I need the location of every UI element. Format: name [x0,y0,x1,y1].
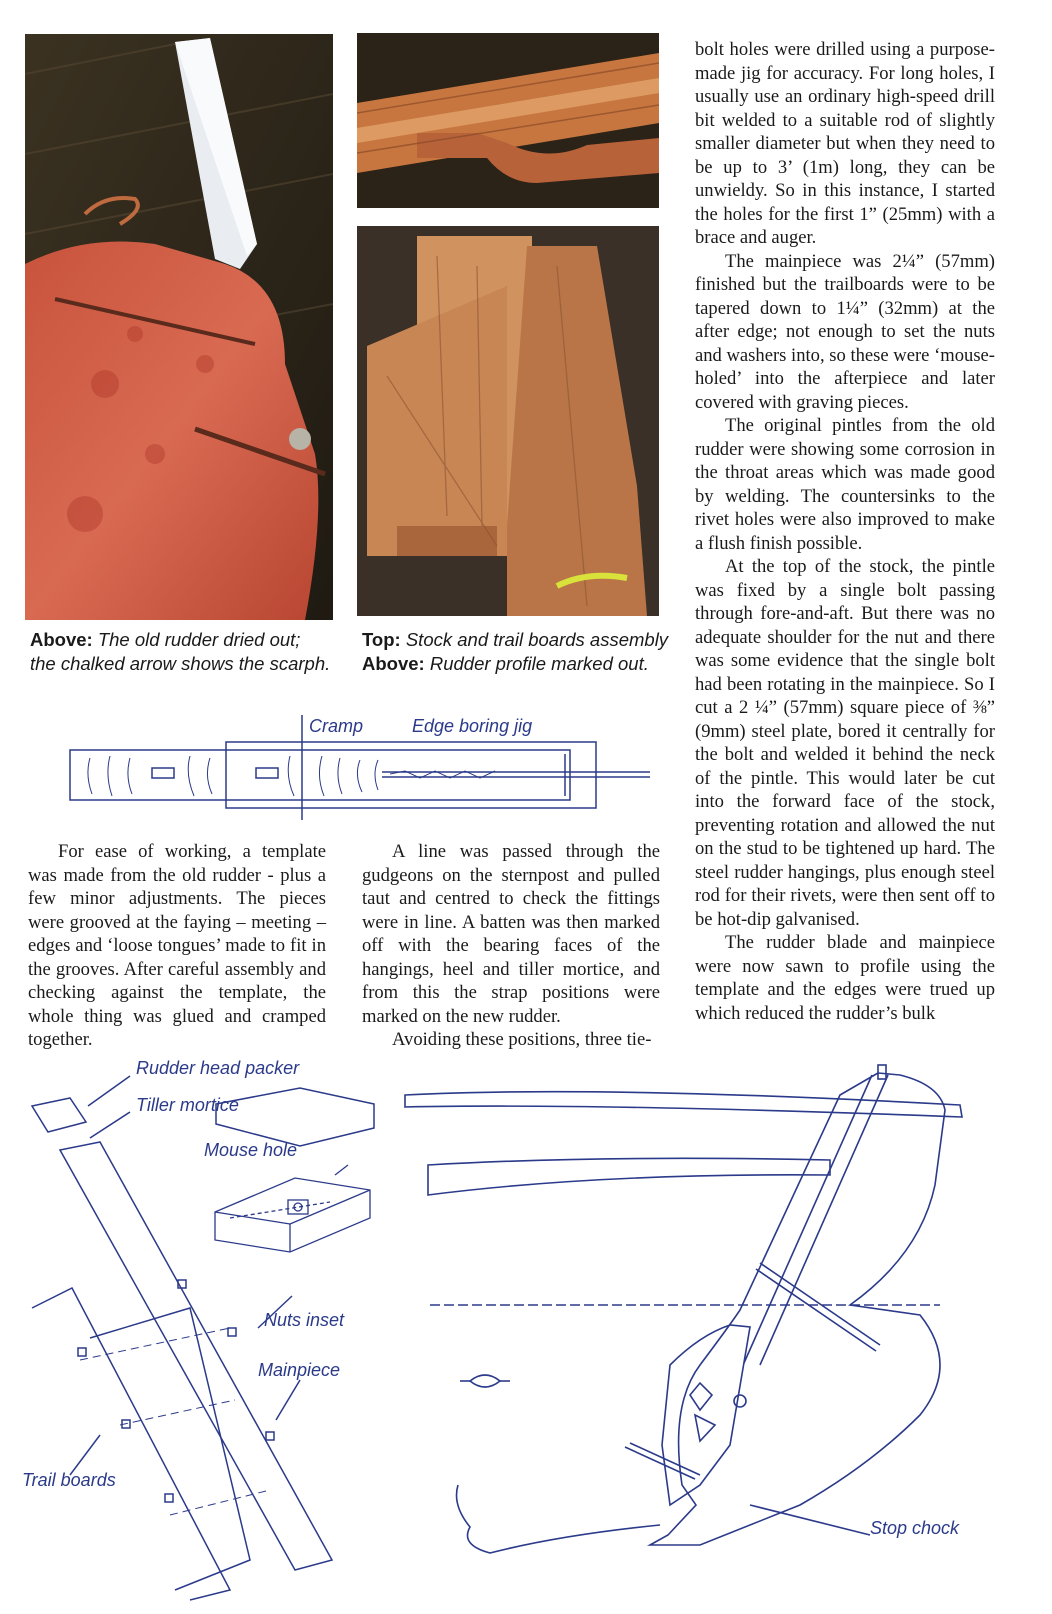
paragraph: For ease of working, a template was made from the old rudder - plus a few minor adjustments. The pieces were grooved at the faying – meeting – edges and ‘loose tongues’ made to fit in the grooves. After careful assembly and checking against the template, the whole thing was glued and cramped together. [28,841,326,1050]
tiller-mortice-label: Tiller mortice [136,1095,239,1115]
rudder-profile-photo [357,226,659,616]
edge-boring-jig-label: Edge boring jig [412,716,533,736]
paragraph: The mainpiece was 2¼” (57mm) finished but the trailboards were to be tapered down to 1¼” (32mm) at the after edge; not enough to set the nuts and washers into, so these were ‘mouse-holed’ into the afterpiece and later covered with graving pieces. [695,250,995,413]
stop-chock-label: Stop chock [870,1518,960,1538]
paragraph: bolt holes were drilled using a purpose-made jig for accuracy. For long holes, I usually use an ordinary high-speed drill bit welded to a suitable rod of slightly smaller diameter but when they need to be up to 3’ (1m) long, they can be unwieldy. So in this instance, I started the holes for the first 1” (25mm) with a brace and auger. [695,39,995,248]
mouse-hole-detail [210,1160,380,1260]
rudder-head-packer-label: Rudder head packer [136,1058,300,1078]
paragraph: The original pintles from the old rudder were showing some corrosion in the throat areas which was made good by welding. The countersinks to the rivet holes were also improved to make a flush finish possible. [695,415,995,554]
edge-boring-jig-diagram [60,710,700,820]
nuts-inset-label: Nuts inset [264,1310,345,1330]
stock-trailboards-photo [357,33,659,208]
old-rudder-photo [25,34,333,620]
mainpiece-label: Mainpiece [258,1360,341,1380]
left-text-column [28,840,326,1052]
right-photo-caption: Top: Stock and trail boards assembly Above: Rudder profile marked out. [362,629,669,674]
cramp-label: Cramp [309,716,364,736]
right-text-column [695,38,995,1025]
left-photo-caption: Above: The old rudder dried out; the chalked arrow shows the scarph. [30,629,331,674]
paragraph: At the top of the stock, the pintle was fixed by a single bolt passing through fore-and-aft. But there was no adequate shoulder for the nut and there was some evidence that the single bolt had been rotating in the mainpiece. So I cut a 2 ¼” (57mm) square piece of ⅜” (9mm) steel plate, bored it centrally for the bolt and welded it behind the neck of the pintle. This would later be cut into the forward face of the stock, preventing rotation and allowed the nut on the stud to be tightened up hard. The steel rudder hangings, plus enough steel rod for their rivets, were then sent off to be hot-dip galvanised. [695,556,995,930]
paragraph: Avoiding these positions, three tie- [392,1029,652,1050]
trail-boards-label: Trail boards [22,1470,116,1490]
paragraph: A line was passed through the gudgeons on the sternpost and pulled taut and centred to check the fittings were in line. A batten was then marked off with the bearing faces of the hangings, heel and tiller mortice, and from this the strap positions were marked on the new rudder. [362,841,660,1027]
middle-text-column [362,840,660,1052]
mouse-hole-label: Mouse hole [204,1140,298,1160]
rudder-stern-diagram [400,1065,1000,1585]
paragraph: The rudder blade and mainpiece were now sawn to profile using the template and the edges were trued up which reduced the rudder’s bulk [695,932,995,1024]
